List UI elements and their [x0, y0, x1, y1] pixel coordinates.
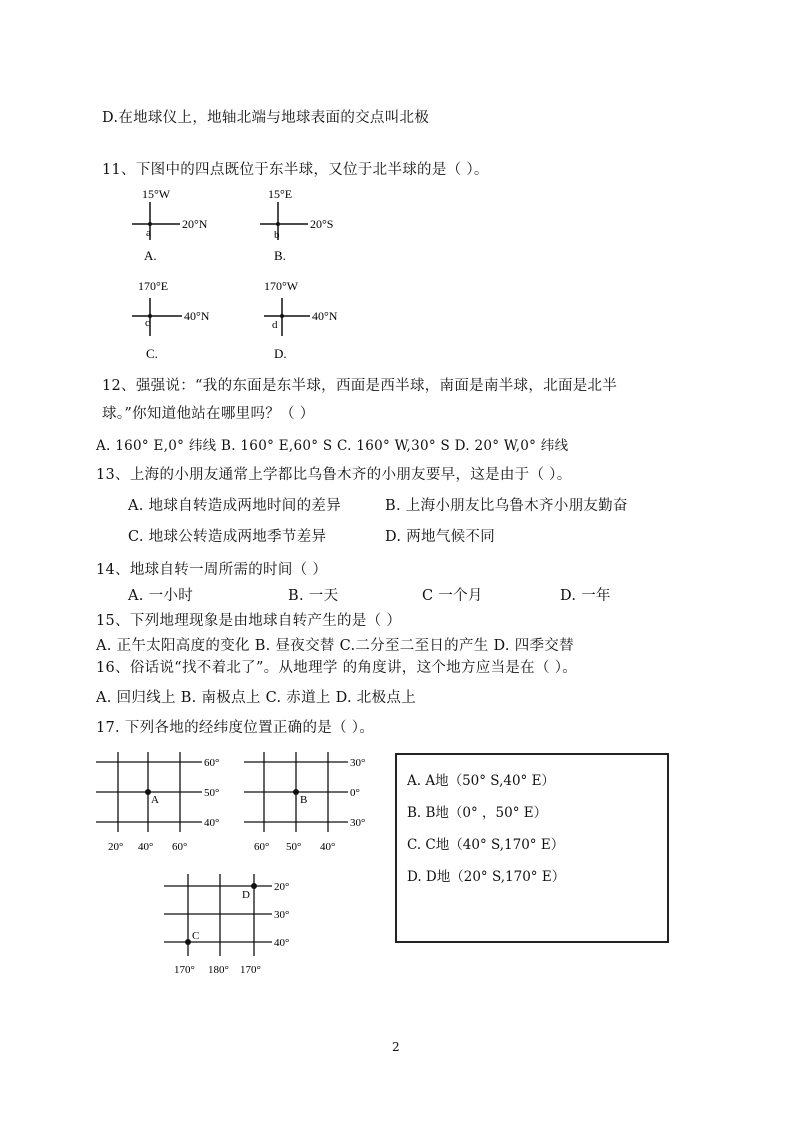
q16-stem: 16、俗话说“找不着北了”。从地理学 的角度讲，这个地方应当是在（ ）。	[96, 660, 578, 676]
q13-stem: 13、上海的小朋友通常上学都比乌鲁木齐的小朋友要早，这是由于（ ）。	[96, 467, 572, 483]
q17-grid-1	[90, 752, 240, 857]
grid3-lat-1: 20°	[274, 881, 290, 893]
q14-option-a: A. 一小时	[128, 588, 193, 604]
q14-option-b: B. 一天	[288, 588, 339, 604]
q11-fig-d	[264, 279, 338, 361]
q17-grid-2	[240, 752, 385, 857]
grid1-lat-2: 50°	[204, 787, 220, 799]
q12-stem-1: 12、强强说：“我的东面是东半球，西面是西半球，南面是南半球，北面是北半	[102, 378, 618, 394]
grid2-lon-1: 60°	[254, 841, 270, 853]
q11-fig-b-lon: 15°E	[268, 187, 293, 201]
q11-fig-d-pt: d	[272, 319, 278, 331]
q11-fig-a-pt: a	[146, 227, 151, 239]
grid2-lat-1: 30°	[350, 757, 366, 769]
q11-fig-a-lat: 20°N	[182, 217, 208, 231]
q17-options-box	[395, 753, 669, 943]
page-number: 2	[392, 1040, 400, 1054]
grid3-lon-1: 170°	[174, 964, 195, 976]
q17-option-b: B. B地（0° ，50° E）	[407, 805, 548, 821]
grid1-lon-1: 20°	[108, 841, 124, 853]
q12-options: A. 160° E,0° 纬线 B. 160° E,60° S C. 160° W,30° S D. 20° W,0° 纬线	[96, 438, 569, 454]
statement-d: D.在地球仪上，地轴北端与地球表面的交点叫北极	[102, 110, 430, 126]
q11-fig-b-pt: b	[274, 229, 280, 241]
q11-figures	[110, 180, 370, 365]
q14-option-d: D. 一年	[560, 588, 611, 604]
q11-fig-b-cap: B.	[274, 248, 286, 263]
q11-fig-c-pt: c	[145, 317, 150, 329]
q16-options: A. 回归线上 B. 南极点上 C. 赤道上 D. 北极点上	[96, 690, 417, 706]
q13-option-a: A. 地球自转造成两地时间的差异	[128, 498, 341, 514]
grid1-point: A	[151, 794, 159, 806]
grid3-lat-3: 40°	[274, 937, 290, 949]
grid1-lon-2: 40°	[138, 841, 154, 853]
grid2-point: B	[300, 794, 308, 806]
grid3-lon-2: 180°	[208, 964, 229, 976]
q14-option-c: C 一个月	[422, 588, 483, 604]
q11-fig-b	[260, 187, 333, 263]
q17-stem: 17. 下列各地的经纬度位置正确的是（ ）。	[96, 720, 375, 736]
grid3-point-d: D	[242, 889, 250, 901]
q13-option-c: C. 地球公转造成两地季节差异	[128, 529, 327, 545]
q13-option-b: B. 上海小朋友比乌鲁木齐小朋友勤奋	[385, 498, 628, 514]
q11-fig-d-cap: D.	[274, 346, 287, 361]
q15-stem: 15、下列地理现象是由地球自转产生的是（ ）	[96, 613, 402, 629]
grid2-lat-2: 0°	[350, 787, 360, 799]
grid3-point-c: C	[192, 930, 200, 942]
grid2-lon-2: 50°	[286, 841, 302, 853]
grid1-lat-3: 40°	[204, 817, 220, 829]
q17-option-c: C. C地（40° S,170° E）	[407, 837, 565, 853]
grid3-lon-3: 170°	[240, 964, 261, 976]
grid3-lat-2: 30°	[274, 909, 290, 921]
q11-fig-c-lon: 170°E	[138, 279, 169, 293]
q17-option-d: D. D地（20° S,170° E）	[407, 869, 566, 885]
grid2-lat-3: 30°	[350, 817, 366, 829]
grid1-lat-1: 60°	[204, 757, 220, 769]
q11-fig-a-cap: A.	[144, 248, 157, 263]
q11-fig-c-cap: C.	[146, 346, 158, 361]
q11-fig-b-lat: 20°S	[310, 217, 334, 231]
q12-stem-2: 球。”你知道他站在哪里吗？（ ）	[102, 406, 315, 422]
q14-stem: 14、地球自转一周所需的时间（ ）	[96, 562, 328, 578]
q15-options: A. 正午太阳高度的变化 B. 昼夜交替 C.二分至二至日的产生 D. 四季交替	[96, 638, 574, 654]
q11-fig-a-lon: 15°W	[142, 187, 171, 201]
q11-fig-a	[132, 187, 208, 263]
q17-option-a: A. A地（50° S,40° E）	[407, 773, 555, 789]
q11-fig-d-lon: 170°W	[264, 279, 299, 293]
grid1-lon-3: 60°	[172, 841, 188, 853]
q11-stem: 11、下图中的四点既位于东半球，又位于北半球的是（ ）。	[102, 162, 489, 178]
q11-fig-c	[132, 279, 210, 361]
q13-option-d: D. 两地气候不同	[385, 529, 496, 545]
grid2-lon-3: 40°	[320, 841, 336, 853]
q11-fig-d-lat: 40°N	[312, 309, 338, 323]
q17-grid-3	[160, 870, 310, 980]
q11-fig-c-lat: 40°N	[184, 309, 210, 323]
